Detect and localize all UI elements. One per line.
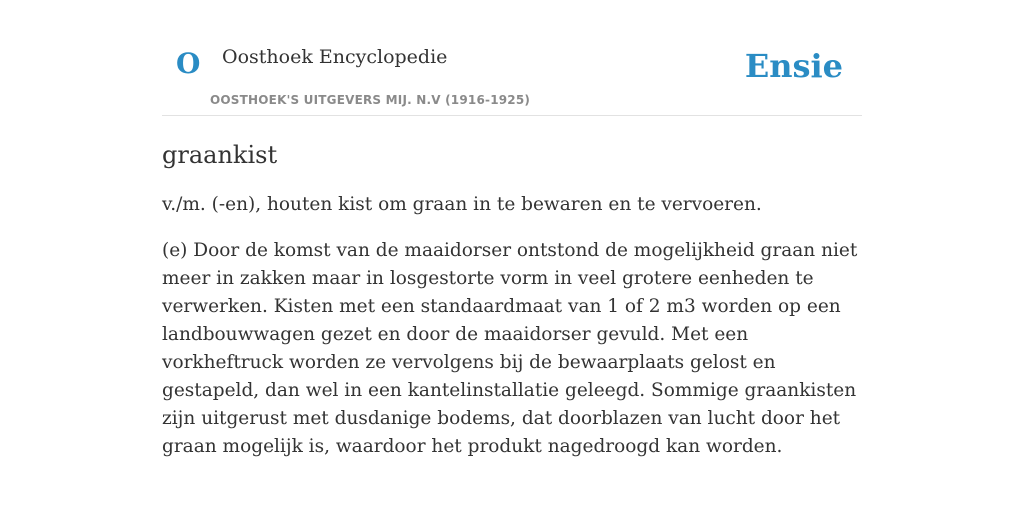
source-title-link[interactable]: Oosthoek Encyclopedie xyxy=(222,46,448,68)
entry-page xyxy=(162,0,862,461)
source-logo[interactable]: O xyxy=(176,47,201,80)
source-publisher: OOSTHOEK'S UITGEVERS MIJ. N.V (1916-1925) xyxy=(210,93,531,107)
entry-headword: graankist xyxy=(162,141,278,169)
entry-description: (e) Door de komst van de maaidorser ontstond de mogelijkheid graan niet meer in zakken maar in losgestorte vorm in veel grotere eenheden te verwerken. Kisten met een standaardmaat van 1 of 2 m3 worden op een landbouwwagen gezet en door de maaidorser gevuld. Met een vorkheftruck worden ze vervolgens bij de bewaarplaats gelost en gestapeld, dan wel in een kantelinstallatie geleegd. Sommige graankisten zijn uitgerust met dusdanige bodems, dat doorblazen van lucht door het graan mogelijk is, waardoor het produkt nagedroogd kan worden. xyxy=(162,240,858,458)
brand-logo[interactable]: Ensie xyxy=(744,47,843,85)
entry-definition: v./m. (-en), houten kist om graan in te bewaren en te vervoeren. xyxy=(162,194,762,216)
source-header xyxy=(162,0,862,116)
